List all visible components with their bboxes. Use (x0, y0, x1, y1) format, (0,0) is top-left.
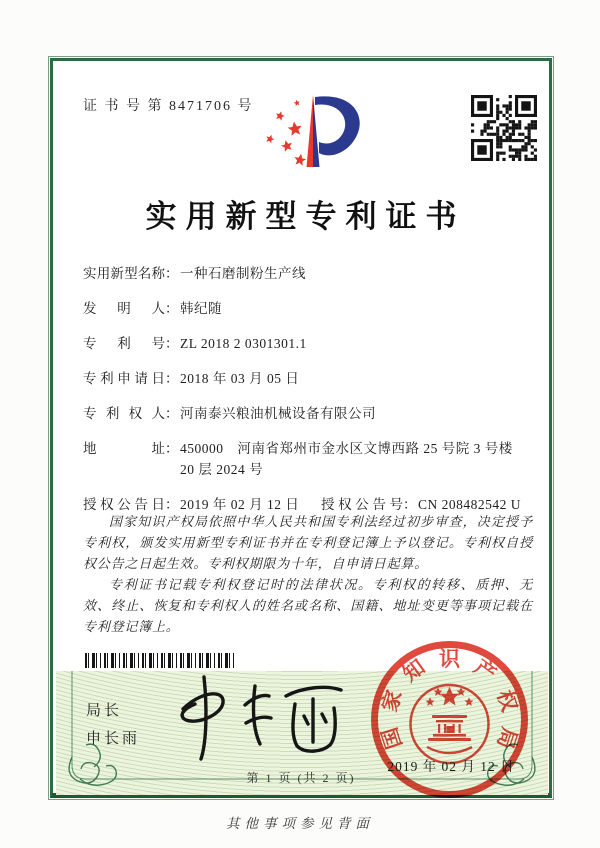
national-emblem-icon (411, 685, 489, 763)
signer-title: 局长 (86, 702, 123, 719)
cnipa-logo-icon (263, 89, 367, 173)
field-value-utility-model-name: 一种石磨制粉生产线 (180, 266, 306, 281)
seal-char: 产 (469, 654, 501, 687)
field-value-grant-date: 2019 年 02 月 12 日 (180, 497, 300, 512)
certificate-number: 证 书 号 第 8471706 号 (83, 99, 254, 114)
field-label: 发 明 人 (83, 301, 165, 316)
certificate-title: 实用新型专利证书 (145, 199, 466, 234)
field-row-patentee: 专 利 权 人 ： 河南泰兴粮油机械设备有限公司 (83, 403, 531, 424)
seal-char: 国 (377, 724, 407, 752)
field-label: 专 利 申 请 日 (83, 371, 165, 386)
signer-block (86, 697, 140, 753)
certificate-frame (48, 56, 554, 800)
legal-paragraph-2: 专利证书记载专利权登记时的法律状况。专利权的转移、质押、无效、终止、恢复和专利权人的姓名或名称、国籍、地址变更等事项记载在专利登记簿上。 (83, 577, 533, 634)
back-note: 其他事项参见背面 (226, 816, 374, 831)
signer-name: 申长雨 (86, 730, 141, 747)
qr-code-icon (471, 95, 537, 161)
page-number: 第 1 页 (共 2 页) (246, 771, 356, 785)
field-value-patent-number: ZL 2018 2 0301301.1 (180, 336, 307, 351)
seal-char: 识 (439, 647, 460, 671)
field-row-patent-number: 专 利 号 ： ZL 2018 2 0301301.1 (83, 333, 531, 354)
field-label: 实 用 新 型 名 称 (83, 266, 165, 281)
field-value-grant-number: CN 208482542 U (418, 497, 522, 512)
seal-char: 家 (377, 687, 407, 715)
field-label: 授 权 公 告 号 (321, 497, 403, 512)
field-label: 授 权 公 告 日 (83, 497, 165, 512)
certificate-fields (83, 263, 531, 515)
field-label: 专 利 权 人 (83, 406, 165, 421)
field-row-address: 地 址 ： 450000 河南省郑州市金水区文博西路 25 号院 3 号楼 20 层 2024 号 (83, 438, 531, 480)
legal-paragraph-1: 国家知识产权局依照中华人民共和国专利法经过初步审查，决定授予专利权，颁发实用新型专利证书并在专利登记簿上予以登记。专利权自授权公告之日起生效。专利权期限为十年，自申请日起算。 (83, 514, 533, 571)
seal-date: 2019 年 02 月 12 日 (387, 759, 515, 774)
field-label: 专 利 号 (83, 336, 165, 351)
seal-char: 权 (492, 687, 522, 715)
field-value-address: 450000 河南省郑州市金水区文博西路 25 号院 3 号楼 20 层 2024 号 (180, 441, 513, 477)
seal-char: 局 (492, 724, 522, 752)
legal-paragraphs (83, 511, 533, 637)
field-label: 地 址 (83, 441, 165, 456)
field-value-filing-date: 2018 年 03 月 05 日 (180, 371, 300, 386)
field-row-filing-date: 专 利 申 请 日 ： 2018 年 03 月 05 日 (83, 368, 531, 389)
field-row-grant: 授 权 公 告 日 ： 2019 年 02 月 12 日 授 权 公 告 号 ： CN 208482542 U (83, 494, 531, 515)
field-value-patentee: 河南泰兴粮油机械设备有限公司 (180, 406, 376, 421)
certificate-frame-inner (50, 58, 552, 798)
seal-char: 知 (398, 654, 430, 687)
signature-autograph-icon (145, 665, 355, 770)
field-value-inventor: 韩纪随 (180, 301, 222, 316)
field-row-name: 实 用 新 型 名 称 ： 一种石磨制粉生产线 (83, 263, 531, 284)
field-row-inventor: 发 明 人 ： 韩纪随 (83, 298, 531, 319)
